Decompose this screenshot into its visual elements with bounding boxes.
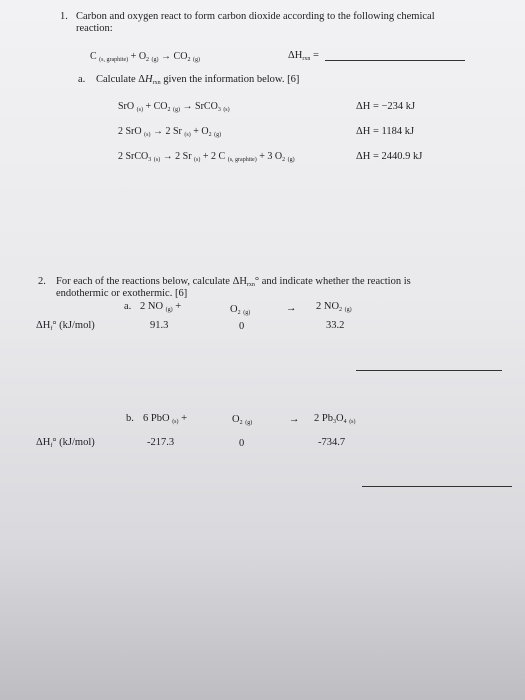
q1-answer-blank	[325, 60, 465, 61]
q2b-dhf-label: $\Delta H_f^\circ$ (kJ/mol)	[36, 437, 95, 449]
q2-number: 2.	[38, 276, 46, 287]
q1-text-line1: Carbon and oxygen react to form carbon dioxide according to the following chemical	[76, 11, 435, 22]
q1a-dh-1: ΔH = −234 kJ	[356, 101, 416, 112]
q1a-letter: a.	[78, 74, 86, 85]
q1a-dh-3: ΔH = 2440.9 kJ	[356, 151, 423, 162]
q2a-product: 2 $NO_2$ $_{(g)}$	[316, 301, 352, 313]
q1-number: 1.	[60, 11, 68, 22]
q2b-arrow: →	[289, 414, 300, 425]
q1a-instruction: Calculate $\Delta H_{rxn}$ given the information below. [6]	[96, 74, 300, 86]
q1a-reaction-2: 2 SrO $_{(s)}$ → 2 Sr $_{(s)} + O_2$ $_{(g)}$	[118, 126, 222, 138]
q2b-reactant-2: $O_2$ $_{(g)}$	[232, 414, 253, 426]
q1-dh-rxn-label: $\Delta H_{rxn}$ =	[288, 50, 319, 62]
q2a-dhf-label: $\Delta H_f^\circ$ (kJ/mol)	[36, 320, 95, 332]
q2b-value-o2: 0	[239, 438, 245, 449]
q2a-value-no2: 33.2	[326, 320, 345, 331]
q2-text-line2: endothermic or exothermic. [6]	[56, 288, 188, 299]
q2b-product: 2 $Pb_3O_4$ $_{(s)}$	[314, 413, 356, 425]
q2b-reactant-1: 6 PbO $_{(s)}$ +	[143, 413, 188, 425]
q1-text-line2: reaction:	[76, 23, 113, 34]
q2b-answer-blank	[362, 486, 512, 487]
q1a-reaction-1: SrO $_{(s)} + CO_2$ $_{(g)}$ → SrCO$_3$ $_{(s)}$	[118, 101, 230, 113]
q2a-reactant-1: 2 NO $_{(g)}$ +	[140, 301, 182, 313]
q1-main-reaction: C $_{(s, graphite)} + O_2$ $_{(g)} \to CO_2$ $_{(g)}$	[90, 51, 200, 63]
q2a-value-o2: 0	[239, 321, 245, 332]
q2b-value-pb3o4: -734.7	[318, 437, 346, 448]
q1a-reaction-3: 2 SrCO$_3$ $_{(s)}$ → 2 Sr $_{(s)}$ + 2 C $_{(s, graphite)}$ + 3 $O_2$ $_{(g)}$	[118, 151, 295, 163]
q2b-value-pbo: -217.3	[147, 437, 175, 448]
q2-text-line1: For each of the reactions below, calculate $\Delta H_{rxn}^\circ$ and indicate whether the reaction is	[56, 276, 411, 288]
q2a-arrow: →	[286, 303, 297, 314]
q2b-letter: b.	[126, 413, 134, 424]
q2a-letter: a.	[124, 301, 132, 312]
q2a-reactant-2: $O_2$ $_{(g)}$	[230, 304, 251, 316]
q2a-value-no: 91.3	[150, 320, 169, 331]
q1a-dh-2: ΔH = 1184 kJ	[356, 126, 415, 137]
q2a-answer-blank	[356, 370, 502, 371]
